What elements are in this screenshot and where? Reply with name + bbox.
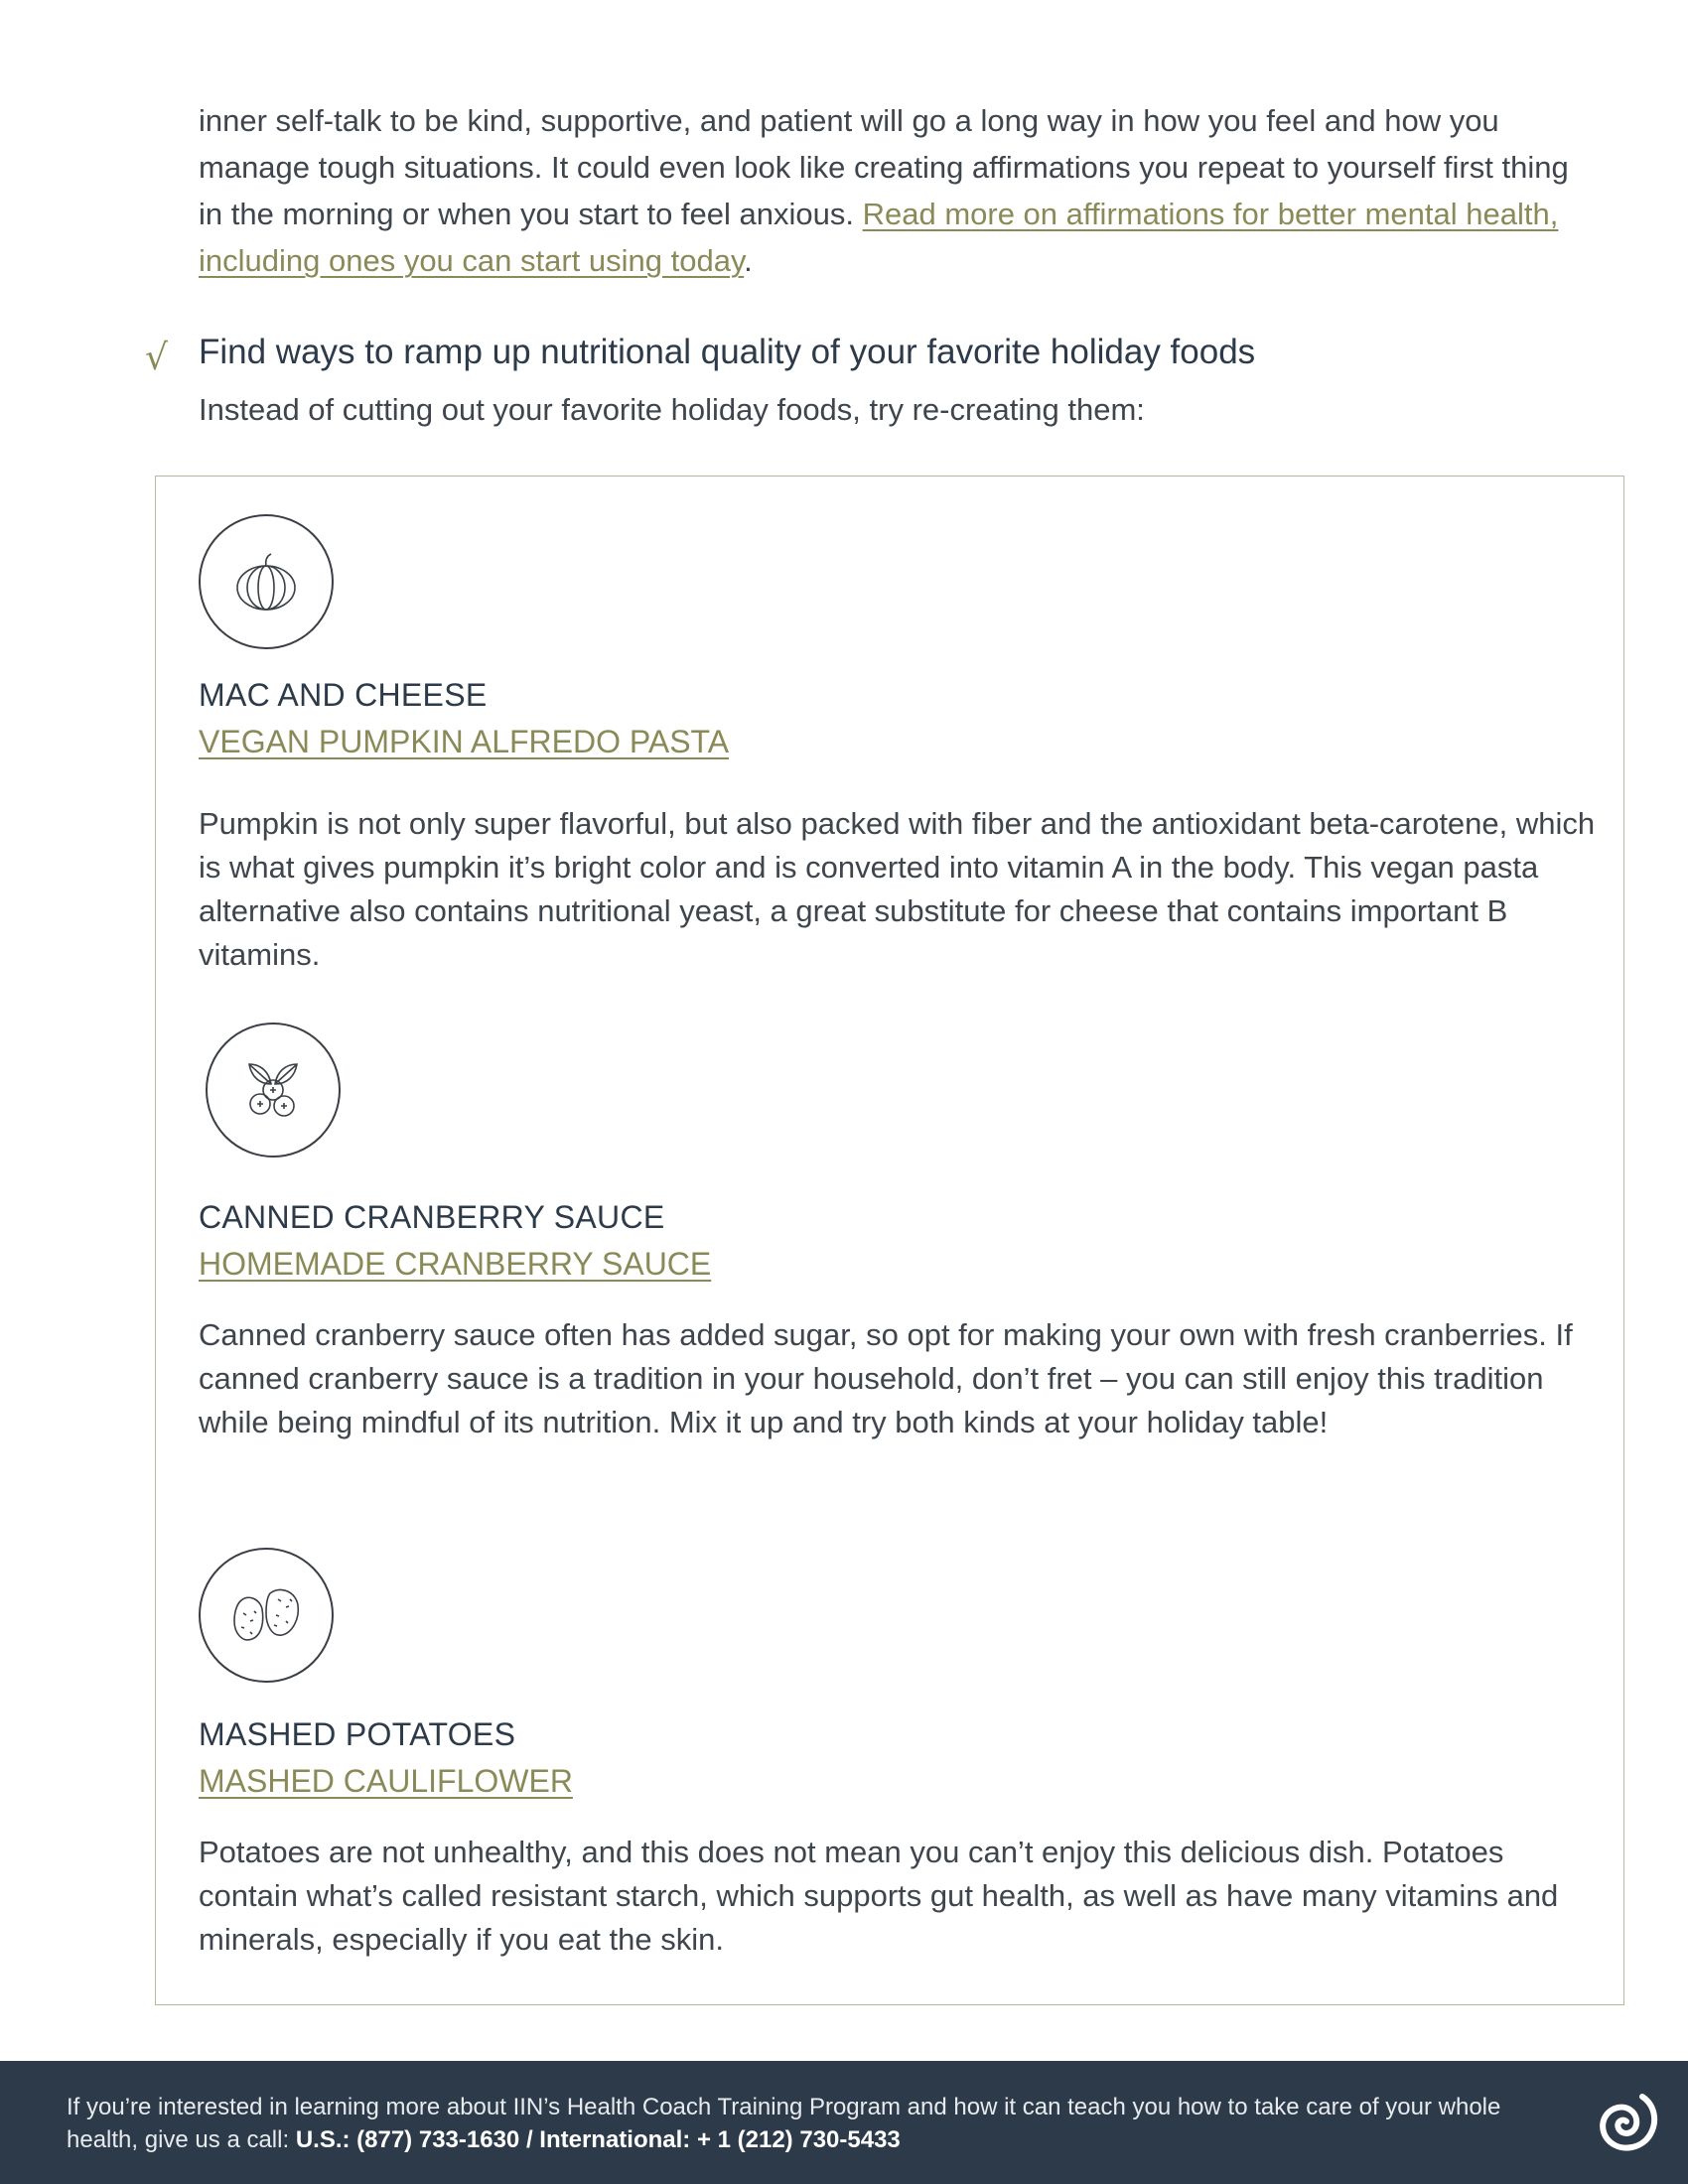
section-heading: Find ways to ramp up nutritional quality of your favorite holiday foods — [199, 333, 1256, 371]
item-title: MAC AND CHEESE — [199, 677, 488, 713]
section-subheading: Instead of cutting out your favorite holiday foods, try re-creating them: — [199, 392, 1145, 427]
item-description: Potatoes are not unhealthy, and this does not mean you can’t enjoy this delicious dish. Potatoes contain what’s called resistant starch, which supports gut health, as well as have many vitamins and minerals, especially if you eat the skin. — [199, 1835, 1559, 1957]
intro-end: . — [744, 243, 753, 278]
item-title: CANNED CRANBERRY SAUCE — [199, 1199, 665, 1235]
affirmations-link[interactable]: Read more on affirmations for better mental health, including ones you can start using today — [199, 197, 1559, 278]
checkmark-icon: √ — [145, 338, 168, 378]
recipe-link-vegan-pumpkin-alfredo[interactable]: VEGAN PUMPKIN ALFREDO PASTA — [199, 724, 730, 759]
recipe-link-homemade-cranberry-sauce[interactable]: HOMEMADE CRANBERRY SAUCE — [199, 1246, 712, 1282]
iin-spiral-logo-icon — [1587, 2083, 1666, 2167]
item-description: Pumpkin is not only super flavorful, but also packed with fiber and the antioxidant beta-carotene, which is what gives pumpkin it’s bright color and is converted into vitamin A in the body. This vegan pasta alternative also contains nutritional yeast, a great substitute for cheese that contains important B vitamins. — [199, 806, 1596, 972]
cranberry-icon — [206, 1023, 341, 1158]
item-description: Canned cranberry sauce often has added sugar, so opt for making your own with fresh cranberries. If canned cranberry sauce is a tradition in your household, don’t fret – you can still enjoy this tradition while being mindful of its nutrition. Mix it up and try both kinds at your holiday table! — [199, 1317, 1573, 1439]
footer-banner — [0, 2061, 1688, 2184]
potato-icon — [199, 1548, 334, 1683]
footer-text — [67, 2091, 1556, 2156]
intro-paragraph — [199, 97, 1589, 284]
recipe-link-mashed-cauliflower[interactable]: MASHED CAULIFLOWER — [199, 1763, 573, 1799]
footer-message: If you’re interested in learning more about IIN’s Health Coach Training Program and how it can teach you how to take care of your whole health, give us a call: — [67, 2094, 1501, 2153]
pumpkin-icon — [199, 514, 334, 649]
intro-text: inner self-talk to be kind, supportive, and patient will go a long way in how you feel and how you manage tough situations. It could even look like creating affirmations you repeat to yourself first thing in the morning or when you start to feel anxious. — [199, 103, 1569, 231]
item-title: MASHED POTATOES — [199, 1716, 516, 1752]
footer-phone-numbers[interactable]: U.S.: (877) 733-1630 / International: + 1 (212) 730-5433 — [295, 2126, 901, 2153]
